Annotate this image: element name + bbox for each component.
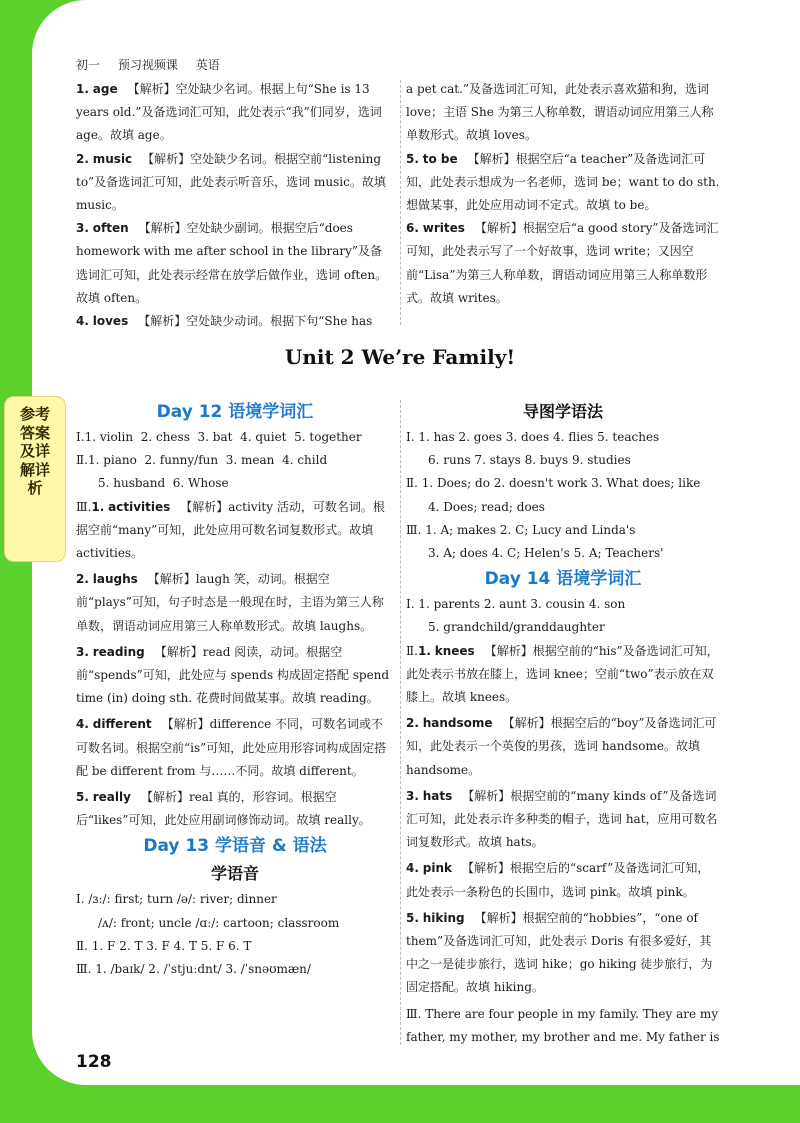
day12-sec2-cont: 5. husband 6. Whose <box>98 476 229 491</box>
subject-label: 英语 <box>195 58 220 72</box>
answer-item: 3. reading 【解析】read 阅读，动词。根据空前“spends”可知，此处应与 spends 构成固定搭配 spend time (in) doing sth. 花费时间做某事。故填 reading。 <box>76 644 390 706</box>
day13-subtitle: 学语音 <box>210 864 259 884</box>
page-header <box>76 56 234 73</box>
course-label: 预习视频课 <box>117 58 178 72</box>
grammar-line: 4. Does; read; does <box>428 499 545 514</box>
answer-item: a pet cat.”及备选词汇可知，此处表示喜欢猫和狗，选词 love；主语 She 为第三人称单数，谓语动词应用第三人称单数形式。故填 loves。 <box>406 82 714 143</box>
top-left-column <box>76 78 394 333</box>
phonics-line: Ⅱ. 1. F 2. T 3. F 4. T 5. F 6. T <box>76 938 252 953</box>
side-tab-label: 参考答案及详解详析 <box>19 405 50 497</box>
column-divider <box>400 80 401 325</box>
answer-item: 4. different 【解析】difference 不同，可数名词或不可数名词。根据空前“is”可知，此处应用形容词构成固定搭配 be different from 与……不同。故填 different。 <box>76 717 387 778</box>
page-number: 128 <box>76 1052 112 1072</box>
answer-item: 1. age 【解析】空处缺少名词。根据上句“She is 13 years old.”及备选词汇可知，此处表示“我”们同岁，选词 age。故填 age。 <box>76 82 382 143</box>
top-right-column <box>406 78 720 310</box>
unit-title: Unit 2 We’re Family! <box>284 345 516 369</box>
grammar-line: 3. A; does 4. C; Helen's 5. A; Teachers' <box>428 546 664 561</box>
grammar-line: Ⅲ. 1. A; makes 2. C; Lucy and Linda's <box>406 522 636 537</box>
answer-item: 3. hats 【解析】根据空前的“many kinds of”及备选词汇可知，此处表示许多种类的帽子，选词 hat，应用可数名词复数形式。故填 hats。 <box>406 788 718 850</box>
answer-item: 2. music 【解析】空处缺少名词。根据空前“listening to”及备选词汇可知，此处表示听音乐，选词 music。故填 music。 <box>76 151 386 213</box>
phonics-line: Ⅰ. /ɜː/: first; turn /ə/: river; dinner <box>76 892 277 907</box>
day12-sec1: Ⅰ.1. violin 2. chess 3. bat 4. quiet 5. together <box>76 430 362 444</box>
day13-title: Day 13 学语音 & 语法 <box>143 836 327 857</box>
grammar-line: Ⅱ. 1. Does; do 2. doesn't work 3. What does; like <box>406 476 701 491</box>
answer-item: 2. handsome 【解析】根据空后的“boy”及备选词汇可知，此处表示一个英俊的男孩，选词 handsome。故填 handsome。 <box>406 716 717 777</box>
grammar-title: 导图学语法 <box>522 402 603 421</box>
left-lower-column <box>76 398 394 981</box>
column-divider <box>400 400 401 1045</box>
answer-item: 5. hiking 【解析】根据空前的“hobbies”，“one of them”及备选词汇可知，此处表示 Doris 有很多爱好，其中之一是徒步旅行，选词 hike；go hiking 徒步旅行，为固定搭配。故填 hiking。 <box>406 910 713 995</box>
day12-title: Day 12 语境学词汇 <box>156 402 314 422</box>
answer-item: 6. writes 【解析】根据空后“a good story”及备选词汇可知，此处表示写了一个好故事，选词 write；又因空前“Lisa”为第三人称单数，谓语动词应用第三人称单数形式。故填 writes。 <box>406 221 719 305</box>
answer-item: 5. really 【解析】real 真的，形容词。根据空后“likes”可知，此处应用副词修饰动词。故填 really。 <box>76 790 371 828</box>
day12-sec2: Ⅱ.1. piano 2. funny/fun 3. mean 4. child <box>76 453 328 468</box>
grammar-line: 6. runs 7. stays 8. buys 9. studies <box>428 453 631 468</box>
answer-item: Ⅱ.1. knees 【解析】根据空前的“his”及备选词汇可知，此处表示书放在膝上，选词 knee；空前“two”表示放在双膝上。故填 knees。 <box>406 643 719 705</box>
day14-title: Day 14 语境学词汇 <box>484 569 642 590</box>
answer-item: 2. laughs 【解析】laugh 笑，动词。根据空前“plays”可知，句子时态是一般现在时，主语为第三人称单数，谓语动词应用第三人称单数形式。故填 laughs。 <box>76 572 384 633</box>
passage-text: Ⅲ. There are four people in my family. They are my father, my mother, my brother and me. My father is <box>406 1006 720 1044</box>
answer-item: Ⅲ.1. activities 【解析】activity 活动，可数名词。根据空前“many”可知，此处应用可数名词复数形式。故填 activities。 <box>76 499 385 561</box>
answer-item: 5. to be 【解析】根据空后“a teacher”及备选词汇可知，此处表示想成为一名老师，选词 be；want to do sth. 想做某事，此处应用动词不定式。故填 to be。 <box>406 151 720 213</box>
side-tab <box>4 396 66 562</box>
grade-label: 初一 <box>76 58 101 72</box>
bottom-border <box>0 1085 800 1123</box>
right-lower-column <box>406 398 720 1049</box>
vocab-line: 5. grandchild/granddaughter <box>428 620 605 635</box>
phonics-line: /ʌ/: front; uncle /ɑː/: cartoon; classroom <box>98 915 340 930</box>
phonics-line: Ⅲ. 1. /baɪk/ 2. /ˈstjuːdnt/ 3. /ˈsnəʊmæn/ <box>76 962 311 977</box>
grammar-line: Ⅰ. 1. has 2. goes 3. does 4. flies 5. teaches <box>406 430 660 444</box>
answer-item: 3. often 【解析】空处缺少副词。根据空后“does homework with me after school in the library”及备选词汇可知，此处表示经常在放学后做作业，选词 often。故填 often。 <box>76 221 388 305</box>
answer-item: 4. loves 【解析】空处缺少动词。根据下句“She has <box>76 314 373 329</box>
answer-item: 4. pink 【解析】根据空后的“scarf”及备选词汇可知，此处表示一条粉色的长围巾，选词 pink。故填 pink。 <box>406 861 710 899</box>
vocab-line: Ⅰ. 1. parents 2. aunt 3. cousin 4. son <box>406 597 626 612</box>
